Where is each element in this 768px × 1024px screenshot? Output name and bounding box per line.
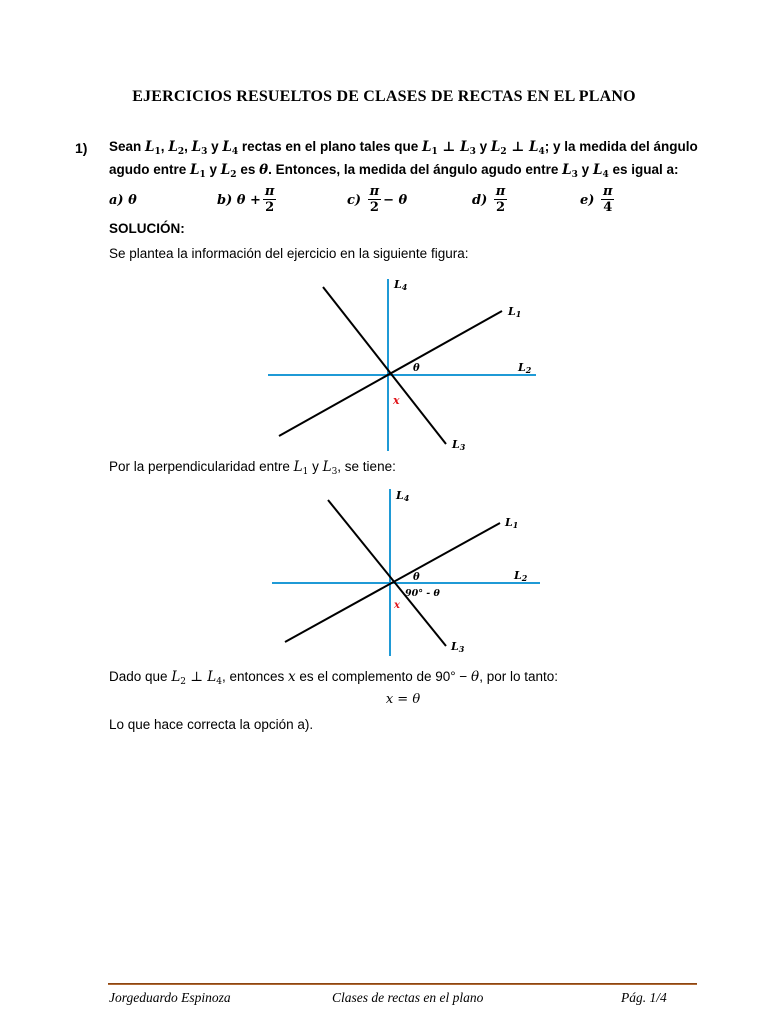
math-variable: θ <box>471 669 480 685</box>
subscript: 4 <box>216 677 222 687</box>
subscript: 4 <box>602 170 609 180</box>
figure-1 <box>266 275 538 455</box>
text-run: y <box>475 139 491 154</box>
text-run: agudo entre <box>109 162 191 177</box>
numerator: π <box>602 184 613 199</box>
numerator: π <box>369 184 380 199</box>
subscript: 4 <box>538 147 545 157</box>
label-l1: L1 <box>505 516 519 530</box>
solution-text-1: Se plantea la información del ejercicio en la siguiente figura: <box>109 246 469 261</box>
math-variable: L <box>207 669 217 685</box>
problem-statement-line-1 <box>109 139 697 157</box>
line-l3 <box>328 500 446 646</box>
math-variable: θ <box>259 162 269 178</box>
math-variable: L <box>190 162 200 178</box>
solution-conclusion: Lo que hace correcta la opción a). <box>109 717 314 732</box>
fraction <box>263 185 277 215</box>
label-complement: 90° - θ <box>405 588 440 599</box>
subscript: 1 <box>302 467 309 477</box>
subscript: 2 <box>230 170 237 180</box>
denominator: 2 <box>496 200 506 215</box>
fraction <box>601 185 615 215</box>
line-l3 <box>323 287 446 444</box>
label-l4: L4 <box>394 278 408 292</box>
denominator: 4 <box>603 200 613 215</box>
numerator: π <box>495 184 506 199</box>
footer-course: Clases de rectas en el plano <box>332 990 484 1005</box>
option-c <box>347 183 407 217</box>
perpendicular-symbol: ⊥ <box>506 139 529 155</box>
math-variable: L <box>529 139 539 155</box>
text-run: rectas en el plano tales que <box>238 139 422 154</box>
option-expression: − θ <box>383 192 408 208</box>
text-run: Por la perpendicularidad entre <box>109 459 294 474</box>
option-expression: θ + <box>236 192 261 208</box>
label-theta: θ <box>413 572 420 583</box>
subscript: 1 <box>199 170 206 180</box>
subscript: 1 <box>154 147 161 157</box>
text-run: Sean <box>109 139 146 154</box>
math-variable: L <box>490 139 501 155</box>
math-variable: L <box>191 139 202 155</box>
label-x: x <box>394 600 400 611</box>
subscript: 4 <box>231 147 239 157</box>
math-variable: L <box>460 139 470 155</box>
document-title: EJERCICIOS RESUELTOS DE CLASES DE RECTAS EN EL PLANO <box>132 88 636 105</box>
option-label: c) <box>347 192 362 208</box>
subscript: 1 <box>431 147 438 157</box>
problem-statement-line-2 <box>109 162 697 180</box>
label-l4: L4 <box>396 489 410 503</box>
text-run: ; y la medida del ángulo <box>544 139 698 154</box>
subscript: 3 <box>469 147 476 157</box>
label-l3: L3 <box>452 438 466 452</box>
footer-page: Pág. 1/4 <box>621 990 667 1005</box>
solution-text-2 <box>109 459 396 477</box>
math-variable: L <box>562 162 572 178</box>
text-run: Dado que <box>109 669 172 684</box>
option-label: a) <box>109 192 124 208</box>
text-run: , <box>184 139 192 154</box>
text-run: , por lo tanto: <box>479 669 558 684</box>
problem-number: 1) <box>75 140 88 156</box>
option-expression: θ <box>128 192 137 208</box>
option-label: e) <box>580 192 595 208</box>
label-l2: L2 <box>514 569 528 583</box>
label-theta: θ <box>413 363 420 374</box>
math-variable: L <box>222 139 232 155</box>
footer-rule <box>108 983 697 985</box>
perpendicular-symbol: ⊥ <box>186 669 208 685</box>
solution-heading: SOLUCIÓN: <box>109 221 185 236</box>
option-a <box>109 183 137 217</box>
fraction <box>368 185 382 215</box>
option-label: b) <box>217 192 233 208</box>
label-l1: L1 <box>508 305 522 319</box>
subscript: 2 <box>177 147 185 157</box>
math-variable: L <box>171 669 181 685</box>
text-run: , se tiene: <box>337 459 396 474</box>
text-run: es el complemento de 90° − <box>295 669 472 684</box>
solution-equation: x = θ <box>385 692 421 707</box>
math-variable: L <box>421 139 432 155</box>
label-l3: L3 <box>451 640 465 654</box>
denominator: 2 <box>265 200 275 215</box>
subscript: 3 <box>571 170 578 180</box>
math-variable: L <box>145 139 155 155</box>
option-e <box>580 183 616 217</box>
option-label: d) <box>472 192 488 208</box>
option-d <box>472 183 509 217</box>
denominator: 2 <box>369 200 379 215</box>
math-variable: L <box>322 459 332 475</box>
text-run: es <box>236 162 260 177</box>
numerator: π <box>264 184 275 199</box>
text-run: . Entonces, la medida del ángulo agudo entre <box>268 162 563 177</box>
footer-author: Jorgeduardo Espinoza <box>109 990 231 1005</box>
label-x: x <box>393 394 400 407</box>
text-run: , <box>160 139 169 154</box>
option-b <box>217 183 278 217</box>
label-l2: L2 <box>518 361 532 375</box>
text-run: y <box>308 459 323 474</box>
subscript: 2 <box>500 147 507 157</box>
math-variable: L <box>293 459 303 475</box>
text-run: y <box>207 139 223 154</box>
text-run: y <box>577 162 593 177</box>
fraction <box>494 185 508 215</box>
subscript: 2 <box>180 677 187 687</box>
figure-2 <box>270 486 542 658</box>
math-variable: x <box>288 669 296 685</box>
text-run: y <box>205 162 221 177</box>
math-variable: L <box>220 162 231 178</box>
subscript: 3 <box>331 467 338 477</box>
math-variable: L <box>168 139 178 155</box>
perpendicular-symbol: ⊥ <box>437 139 461 155</box>
solution-text-3 <box>109 669 558 687</box>
text-run: , entonces <box>222 669 289 684</box>
math-variable: L <box>592 162 603 178</box>
text-run: es igual a: <box>608 162 679 177</box>
subscript: 3 <box>201 147 208 157</box>
